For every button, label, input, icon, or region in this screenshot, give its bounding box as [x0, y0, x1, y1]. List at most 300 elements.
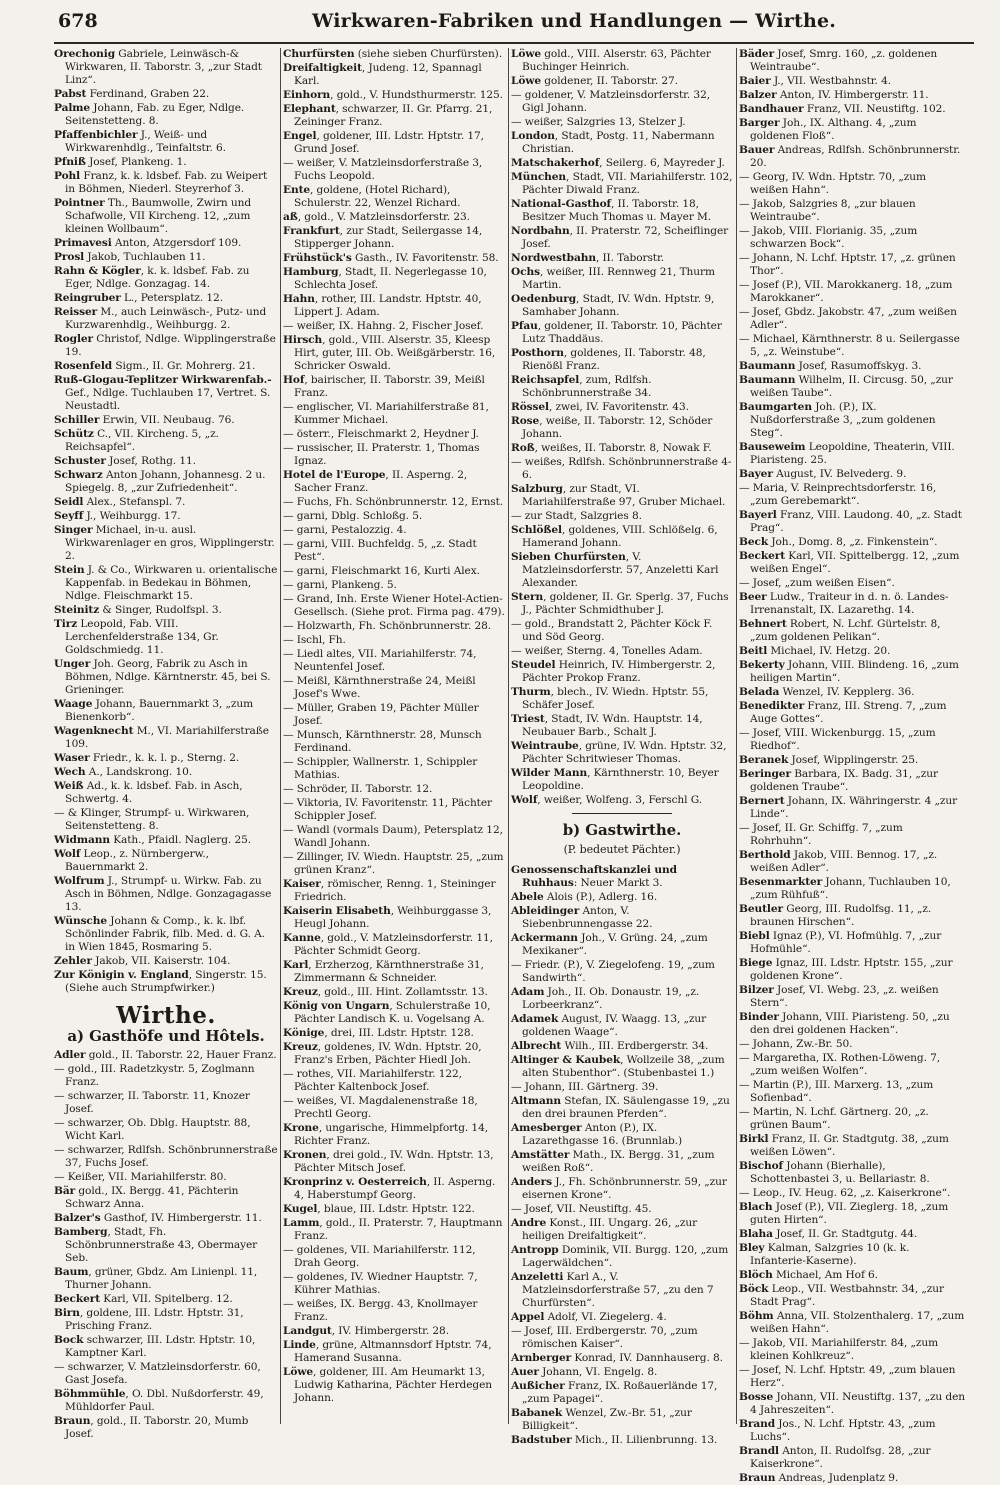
entry-name: Arnberger — [511, 1352, 572, 1364]
directory-entry — [54, 524, 278, 563]
entry-details: — schwarzer, Ob. Dblg. Hauptstr. 88, Wicht Karl. — [54, 1117, 251, 1142]
directory-entry — [511, 442, 733, 455]
directory-entry — [54, 170, 278, 196]
directory-entry — [739, 75, 965, 88]
directory-entry — [54, 1185, 278, 1211]
header-rule — [54, 42, 974, 44]
entry-name: Hof — [283, 374, 305, 386]
directory-entry — [283, 620, 505, 633]
entry-name: Dreifaltigkeit — [283, 62, 362, 74]
directory-entry — [283, 401, 505, 427]
entry-name: Roß — [511, 442, 535, 454]
entry-details: — Josef, Gbdz. Jakobstr. 47, „zum weißen Adler“. — [739, 306, 957, 331]
directory-entry — [739, 1242, 965, 1268]
directory-entry — [511, 645, 733, 658]
entry-details: , goldenes, VIII. Schlößelg. 6, Hamerand Johann. — [522, 524, 718, 549]
entry-details: — weißer, IX. Hahng. 2, Fischer Josef. — [283, 320, 484, 332]
directory-entry — [511, 456, 733, 482]
entry-name: Binder — [739, 1011, 779, 1023]
entry-name: Kaiser — [283, 878, 321, 890]
entry-details: Alois (P.), Adlerg. 16. — [543, 891, 658, 903]
entry-name: Amstätter — [511, 1149, 570, 1161]
entry-details: — Johann, III. Gärtnerg. 39. — [511, 1081, 659, 1093]
entry-details: , IV. Himbergerstr. 28. — [331, 1325, 449, 1337]
entry-name: Bernert — [739, 795, 785, 807]
entry-name: Außicher — [511, 1380, 565, 1392]
directory-entry — [511, 794, 733, 807]
directory-entry — [283, 428, 505, 441]
entry-name: Beckert — [739, 550, 785, 562]
directory-entry — [54, 469, 278, 495]
entry-details: — Holzwarth, Fh. Schönbrunnerstr. 28. — [283, 620, 492, 632]
entry-name: Wech — [54, 766, 86, 778]
entry-name: Bauseweim — [739, 441, 806, 453]
entry-name: Bamberg — [54, 1226, 108, 1238]
directory-entry — [54, 1090, 278, 1116]
column-1 — [54, 48, 278, 1440]
entry-details: Ad., k. k. ldsbef. Fab. in Asch, Schwertg. 4. — [65, 780, 243, 805]
entry-name: Abele — [511, 891, 544, 903]
wirkwaren-list — [54, 48, 278, 995]
directory-entry — [54, 955, 278, 968]
directory-entry — [283, 130, 505, 156]
entry-details: — Leop., IV. Heug. 62, „z. Kaiserkrone“. — [739, 1187, 951, 1199]
entry-details: Johann, VI. Engelg. 8. — [538, 1366, 658, 1378]
entry-name: Landgut — [283, 1325, 332, 1337]
directory-entry — [283, 1068, 505, 1094]
entry-details: — Margaretha, IX. Rothen-Löweng. 7, „zum weißen Wolfen“. — [739, 1052, 941, 1077]
directory-entry — [739, 659, 965, 685]
entry-details: — Meißl, Kärnthnerstraße 24, Meißl Josef's Wwe. — [283, 675, 476, 700]
directory-entry — [54, 766, 278, 779]
subsection-note: (P. bedeutet Pächter.) — [563, 843, 681, 856]
directory-entry — [739, 1472, 965, 1485]
entry-name: Badstuber — [511, 1434, 572, 1446]
entry-details: C., VII. Kircheng. 5, „z. Reichsapfel“. — [65, 428, 219, 453]
entry-details: Alex., Stefanspl. 7. — [83, 496, 186, 508]
directory-entry — [511, 591, 733, 617]
entry-name: Barger — [739, 117, 780, 129]
entry-name: Bilzer — [739, 984, 774, 996]
directory-entry — [739, 1052, 965, 1078]
directory-entry — [739, 1011, 965, 1037]
directory-entry — [511, 1311, 733, 1324]
entry-name: Nordbahn — [511, 225, 570, 237]
entry-name: Böhm — [739, 1310, 774, 1322]
entry-details: M., VI. Mariahilferstraße 109. — [65, 725, 269, 750]
directory-entry — [54, 156, 278, 169]
entry-details: Ignaz, III. Ldstr. Hptstr. 155, „zur goldenen Krone“. — [750, 957, 953, 982]
entry-name: Kaiserin Elisabeth — [283, 905, 391, 917]
entry-name: Pabst — [54, 88, 87, 100]
directory-entry — [54, 1063, 278, 1089]
directory-entry — [739, 1187, 965, 1200]
entry-details: Johann (Bierhalle), Schottenbastei 3, u. Bellariastr. 8. — [750, 1160, 930, 1185]
directory-entry — [739, 1445, 965, 1471]
entry-name: Schiller — [54, 414, 100, 426]
directory-entry — [511, 252, 733, 265]
directory-entry — [739, 903, 965, 929]
entry-details: Georg, III. Rudolfsg. 11, „z. braunen Hirschen“. — [750, 903, 932, 928]
entry-details: — Zillinger, IV. Wiedn. Hauptstr. 25, „zum grünen Kranz“. — [283, 851, 504, 876]
entry-details: , drei gold., IV. Wdn. Hptstr. 13, Pächter Mitsch Josef. — [294, 1149, 494, 1174]
entry-details: — Munsch, Kärnthnerstr. 28, Munsch Ferdinand. — [283, 729, 482, 754]
directory-entry — [54, 725, 278, 751]
directory-entry — [283, 374, 505, 400]
entry-name: Bischof — [739, 1160, 784, 1172]
directory-entry — [739, 577, 965, 590]
entry-details: , zwei, IV. Favoritenstr. 43. — [548, 401, 689, 413]
entry-name: Schütz — [54, 428, 94, 440]
entry-details: J. & Co., Wirkwaren u. orientalische Kappenfab. in Bedekau in Böhmen, Ndlge. Fleischmarkt 15. — [65, 564, 278, 602]
entry-name: Linde — [283, 1339, 316, 1351]
entry-name: Belada — [739, 686, 780, 698]
entry-name: Elephant — [283, 103, 336, 115]
directory-entry — [54, 428, 278, 454]
entry-name: Seyff — [54, 510, 84, 522]
entry-details: , zum, Rdlfsh. Schönbrunnerstraße 34. — [522, 374, 652, 399]
directory-entry — [739, 468, 965, 481]
directory-entry — [511, 659, 733, 685]
directory-entry — [283, 524, 505, 537]
entry-details: J., Fh. Schönbrunnerstr. 59, „zur eisernen Krone“. — [522, 1176, 727, 1201]
entry-details: Ludw., Traiteur in d. n. ö. Landes-Irrenanstalt, IX. Lazarethg. 14. — [750, 591, 949, 616]
directory-entry — [511, 48, 733, 74]
entry-name: Steudel — [511, 659, 556, 671]
entry-details: , blaue, III. Ldstr. Hptstr. 122. — [317, 1203, 475, 1215]
directory-entry — [283, 1325, 505, 1338]
entry-name: Pohl — [54, 170, 81, 182]
directory-entry — [54, 197, 278, 236]
entry-details: Leopoldine, Theaterin, VIII. Piaristeng. 25. — [750, 441, 955, 466]
entry-name: Beranek — [739, 754, 789, 766]
directory-entry — [511, 171, 733, 197]
directory-entry — [283, 783, 505, 796]
entry-details: Joh., V. Grüng. 24, „zum Mexikaner“. — [522, 932, 708, 957]
entry-details: Johann, VIII. Piaristeng. 50, „zu den drei goldenen Hacken“. — [750, 1011, 950, 1036]
entry-details: , II. Taborstr. 18, Besitzer Much Thomas u. Mayer M. — [522, 198, 712, 223]
directory-entry — [283, 89, 505, 102]
directory-entry — [283, 1122, 505, 1148]
entry-details: — englischer, VI. Mariahilferstraße 81, Kummer Michael. — [283, 401, 489, 426]
directory-entry — [739, 1310, 965, 1336]
directory-entry — [511, 320, 733, 346]
entry-details: Leop., VII. Westbahnstr. 34, „zur Stadt Prag“. — [750, 1283, 944, 1308]
page-header — [54, 8, 974, 44]
directory-entry — [511, 551, 733, 590]
entry-details: Gabriele, Leinwäsch-& Wirkwaren, II. Taborstr. 3, „zur Stadt Linz“. — [65, 48, 262, 86]
entry-details: , zur Stadt, VI. Mariahilferstraße 97, Gruber Michael. — [522, 483, 726, 508]
entry-details: Michael, IV. Hetzg. 20. — [767, 645, 891, 657]
entry-name: Bauer — [739, 144, 775, 156]
entry-details: gold., II. Taborstr. 22, Hauer Franz. — [85, 1049, 277, 1061]
directory-entry — [54, 265, 278, 291]
entry-details: Ferdinand, Graben 22. — [86, 88, 210, 100]
entry-details: schwarzer, III. Ldstr. Hptstr. 10, Kamptner Karl. — [65, 1334, 256, 1359]
entry-details: , Judeng. 12, Spannagl Karl. — [294, 62, 482, 87]
entry-name: Biege — [739, 957, 773, 969]
directory-entry — [739, 306, 965, 332]
directory-entry — [739, 591, 965, 617]
gasthoefe-list-continued — [283, 48, 505, 1405]
entry-details: — Johann, N. Lchf. Hptstr. 17, „z. grünen Thor“. — [739, 252, 956, 277]
entry-details: — Georg, IV. Wdn. Hptstr. 70, „zum weißen Hahn“. — [739, 171, 926, 196]
directory-entry — [54, 1212, 278, 1225]
directory-entry — [283, 496, 505, 509]
entry-name: Wilder Mann — [511, 767, 588, 779]
entry-name: Singer — [54, 524, 93, 536]
entry-name: Weintraube — [511, 740, 579, 752]
directory-entry — [511, 198, 733, 224]
entry-name: Wolf — [511, 794, 538, 806]
entry-details: — gold., III. Radetzkystr. 5, Zoglmann Franz. — [54, 1063, 255, 1088]
entry-name: Blöch — [739, 1269, 773, 1281]
directory-entry — [283, 1244, 505, 1270]
entry-name: Beutler — [739, 903, 783, 915]
directory-entry — [54, 129, 278, 155]
entry-name: Palme — [54, 102, 91, 114]
page-number: 678 — [58, 10, 98, 32]
directory-entry — [54, 1388, 278, 1414]
entry-name: Hamburg — [283, 266, 339, 278]
entry-details: Jakob, VIII. Bennog. 17, „z. weißen Adler“. — [750, 849, 938, 874]
entry-details: Josef, Rothg. 11. — [105, 455, 196, 467]
directory-entry — [54, 1117, 278, 1143]
entry-details: Josef, Smrg. 160, „z. goldenen Weintraube“. — [750, 48, 938, 73]
entry-details: Johann & Comp., k. k. lbf. Schönlinder Fabrik, filb. Med. d. G. A. in Wien 1845, Rosmaring 5. — [65, 915, 265, 953]
entry-name: Hotel de l'Europe — [283, 469, 386, 481]
entry-details: — & Klinger, Strumpf- u. Wirkwaren, Seitenstetteng. 8. — [54, 807, 250, 832]
directory-entry — [283, 1149, 505, 1175]
entry-name: Beer — [739, 591, 767, 603]
directory-entry — [511, 1217, 733, 1243]
directory-entry — [739, 1364, 965, 1390]
entry-details: Joh., Domg. 8, „z. Finkenstein“. — [768, 536, 938, 548]
entry-name: Braun — [739, 1472, 776, 1484]
entry-details: , II. Praterstr. 72, Scheiflinger Josef. — [522, 225, 729, 250]
entry-details: Franz, III. Streng. 7, „zum Auge Gottes“. — [750, 700, 947, 725]
entry-name: Karl — [283, 959, 309, 971]
entry-details: , Kärnthnerstr. 10, Beyer Leopoldine. — [522, 767, 719, 792]
directory-entry — [511, 905, 733, 931]
directory-entry — [739, 1283, 965, 1309]
directory-entry — [739, 117, 965, 143]
entry-details: Karl, VII. Spitelberg. 12. — [100, 1293, 233, 1305]
directory-entry — [54, 915, 278, 954]
entry-name: Pfaffenbichler — [54, 129, 138, 141]
directory-entry — [739, 1160, 965, 1186]
directory-entry — [739, 550, 965, 576]
entry-name: Benedikter — [739, 700, 805, 712]
directory-entry — [54, 752, 278, 765]
directory-entry — [283, 756, 505, 782]
directory-entry — [511, 1366, 733, 1379]
entry-details: Stefan, IX. Säulengasse 19, „zu den drei braunen Pferden“. — [522, 1095, 730, 1120]
entry-name: Bock — [54, 1334, 84, 1346]
directory-entry — [54, 1171, 278, 1184]
entry-name: Rosenfeld — [54, 360, 113, 372]
entry-details: Adolf, VI. Ziegelerg. 4. — [544, 1311, 667, 1323]
gasthoefe-list-end — [511, 48, 733, 807]
entry-name: König von Ungarn — [283, 1000, 390, 1012]
entry-details: Andreas, Judenplatz 9. — [775, 1472, 899, 1484]
directory-entry — [283, 334, 505, 373]
directory-entry — [511, 959, 733, 985]
entry-name: Birn — [54, 1307, 80, 1319]
directory-entry — [739, 768, 965, 794]
entry-details: Karl, VII. Spittelbergg. 12, „zum weißen Engel“. — [750, 550, 960, 575]
entry-name: Sieben Churfürsten — [511, 551, 626, 563]
directory-entry — [283, 157, 505, 183]
directory-entry — [283, 510, 505, 523]
entry-details: Gef., Ndlge. Tuchlauben 17, Vertret. S. Neustadtl. — [65, 387, 271, 412]
directory-entry — [739, 509, 965, 535]
directory-entry — [511, 713, 733, 739]
directory-entry — [739, 333, 965, 359]
directory-entry — [283, 675, 505, 701]
entry-details: — österr., Fleischmarkt 2, Heydner J. — [283, 428, 479, 440]
entry-name: Triest — [511, 713, 545, 725]
directory-entry — [283, 1041, 505, 1067]
entry-details: Leopold, Fab. VIII. Lerchenfelderstraße 134, Gr. Goldschmiedg. 11. — [65, 618, 219, 656]
entry-name: Rössel — [511, 401, 549, 413]
directory-entry — [54, 1144, 278, 1170]
directory-entry — [283, 62, 505, 88]
entry-details: , Stadt, VII. Mariahilferstr. 102, Pächter Diwald Franz. — [522, 171, 733, 196]
entry-details: — Martin, N. Lchf. Gärtnerg. 20, „z. grünen Baum“. — [739, 1106, 929, 1131]
directory-entry — [283, 702, 505, 728]
entry-name: Altmann — [511, 1095, 561, 1107]
entry-name: Matschakerhof — [511, 157, 600, 169]
directory-entry — [283, 579, 505, 592]
directory-entry — [511, 1054, 733, 1080]
entry-details: — weißer, V. Matzleinsdorferstraße 3, Fuchs Leopold. — [283, 157, 483, 182]
directory-entry — [739, 360, 965, 373]
entry-name: Thurm — [511, 686, 551, 698]
entry-name: Amesberger — [511, 1122, 582, 1134]
entry-details: , goldenes, IV. Wdn. Hptstr. 20, Franz's Erben, Pächter Hiedl Joh. — [294, 1041, 482, 1066]
directory-entry — [739, 48, 965, 74]
entry-details: , gold., VIII. Alserstr. 35, Kleesp Hirt, guter, III. Ob. Weißgärberstr. 16, Schricker Oswald. — [294, 334, 496, 372]
directory-entry — [283, 320, 505, 333]
entry-name: Baum — [54, 1266, 89, 1278]
entry-name: Wagenknecht — [54, 725, 134, 737]
directory-entry — [739, 89, 965, 102]
entry-details: goldener, II. Taborstr. 27. — [540, 75, 678, 87]
directory-entry — [739, 441, 965, 467]
entry-details: August, IV. Belvederg. 9. — [772, 468, 907, 480]
directory-entry — [739, 252, 965, 278]
entry-details: , Seilerg. 6, Mayreder J. — [599, 157, 725, 169]
entry-name: Berthold — [739, 849, 791, 861]
entry-name: Babanek — [511, 1407, 563, 1419]
column-4 — [739, 48, 965, 1484]
directory-entry — [739, 754, 965, 767]
directory-entry — [283, 986, 505, 999]
entry-details: Franz, II. Gr. Stadtgutg. 38, „zum weißen Löwen“. — [750, 1133, 949, 1158]
entry-name: Bär — [54, 1185, 76, 1197]
directory-entry — [511, 1380, 733, 1406]
entry-name: Frankfurt — [283, 225, 340, 237]
entry-name: Adam — [511, 986, 545, 998]
entry-name: Kreuz — [283, 1041, 318, 1053]
directory-entry — [283, 1366, 505, 1405]
directory-entry — [283, 1298, 505, 1324]
entry-details: — Josef, „zum weißen Eisen“. — [739, 577, 895, 589]
entry-name: Prosl — [54, 251, 85, 263]
directory-entry — [283, 824, 505, 850]
entry-details: Leop., z. Nürnbergerw., Bauernmarkt 2. — [65, 848, 209, 873]
directory-entry — [283, 442, 505, 468]
directory-entry — [283, 266, 505, 292]
directory-entry — [283, 1176, 505, 1202]
entry-name: Löwe — [283, 1366, 313, 1378]
entry-name: Pfau — [511, 320, 538, 332]
entry-details: gold., VIII. Alserstr. 63, Pächter Buchinger Heinrich. — [522, 48, 711, 73]
entry-details: , bairischer, II. Taborstr. 39, Meißl Franz. — [294, 374, 485, 399]
entry-name: Andre — [511, 1217, 547, 1229]
entry-details: Jakob, Tuchlauben 11. — [84, 251, 206, 263]
entry-details: — Müller, Graben 19, Pächter Müller Josef. — [283, 702, 479, 727]
entry-details: Johann, Tuchlauben 10, „zum Rühfuß“. — [750, 876, 951, 901]
entry-name: Kronen — [283, 1149, 327, 1161]
directory-entry — [54, 333, 278, 359]
entry-name: Orechonig — [54, 48, 116, 60]
directory-entry — [739, 957, 965, 983]
entry-details: — Liedl altes, VII. Mariahilferstr. 74, Neuntenfel Josef. — [283, 648, 477, 673]
entry-details: Franz, IX. Roßauerlände 17, „zum Papagei“. — [522, 1380, 718, 1405]
entry-name: Wolf — [54, 848, 81, 860]
directory-entry — [54, 658, 278, 697]
entry-name: Birkl — [739, 1133, 769, 1145]
entry-details: J., Weihburgg. 17. — [83, 510, 181, 522]
directory-entry — [283, 1271, 505, 1297]
entry-name: Schlößel — [511, 524, 562, 536]
directory-entry — [54, 618, 278, 657]
entry-name: Posthorn — [511, 347, 564, 359]
entry-name: Albrecht — [511, 1040, 562, 1052]
entry-name: Rahn & Kögler — [54, 265, 141, 277]
entry-details: Josef, VI. Webg. 23, „z. weißen Stern“. — [750, 984, 939, 1009]
directory-entry — [739, 686, 965, 699]
directory-entry — [283, 252, 505, 265]
entry-details: — Josef, VIII. Wickenburgg. 15, „zum Riedhof“. — [739, 727, 936, 752]
entry-details: , Weihburggasse 3, Heugl Johann. — [294, 905, 492, 930]
entry-name: Ente — [283, 184, 311, 196]
entry-details: — weißes, VI. Magdalenenstraße 18, Prechtl Georg. — [283, 1095, 478, 1120]
directory-entry — [511, 157, 733, 170]
entry-details: Konrad, IV. Dannhauserg. 8. — [571, 1352, 723, 1364]
entry-details: Johann, Fab. zu Eger, Ndlge. Seitenstetteng. 8. — [65, 102, 245, 127]
entry-name: Widmann — [54, 834, 110, 846]
directory-entry — [54, 360, 278, 373]
entry-details: Michael, Am Hof 6. — [772, 1269, 878, 1281]
entry-name: Einhorn — [283, 89, 331, 101]
entry-details: Johann, VIII. Blindeng. 16, „zum heiligen Martin“. — [750, 659, 959, 684]
entry-details: Kath., Pfaidl. Naglerg. 25. — [109, 834, 252, 846]
entry-details: Christof, Ndlge. Wipplingerstraße 19. — [65, 333, 276, 358]
directory-entry — [283, 1339, 505, 1365]
directory-entry — [54, 969, 278, 995]
entry-name: Beck — [739, 536, 769, 548]
entry-name: aß — [283, 211, 298, 223]
entry-details: — schwarzer, V. Matzleinsdorferstr. 60, Gast Josefa. — [54, 1361, 261, 1386]
entry-name: Steinitz — [54, 604, 100, 616]
entry-details: , Stadt, II. Negerlegasse 10, Schlechta Josef. — [294, 266, 487, 291]
directory-entry — [511, 1244, 733, 1270]
entry-details: — Schröder, II. Taborstr. 12. — [283, 783, 433, 795]
entry-details: Erwin, VII. Neubaug. 76. — [99, 414, 235, 426]
